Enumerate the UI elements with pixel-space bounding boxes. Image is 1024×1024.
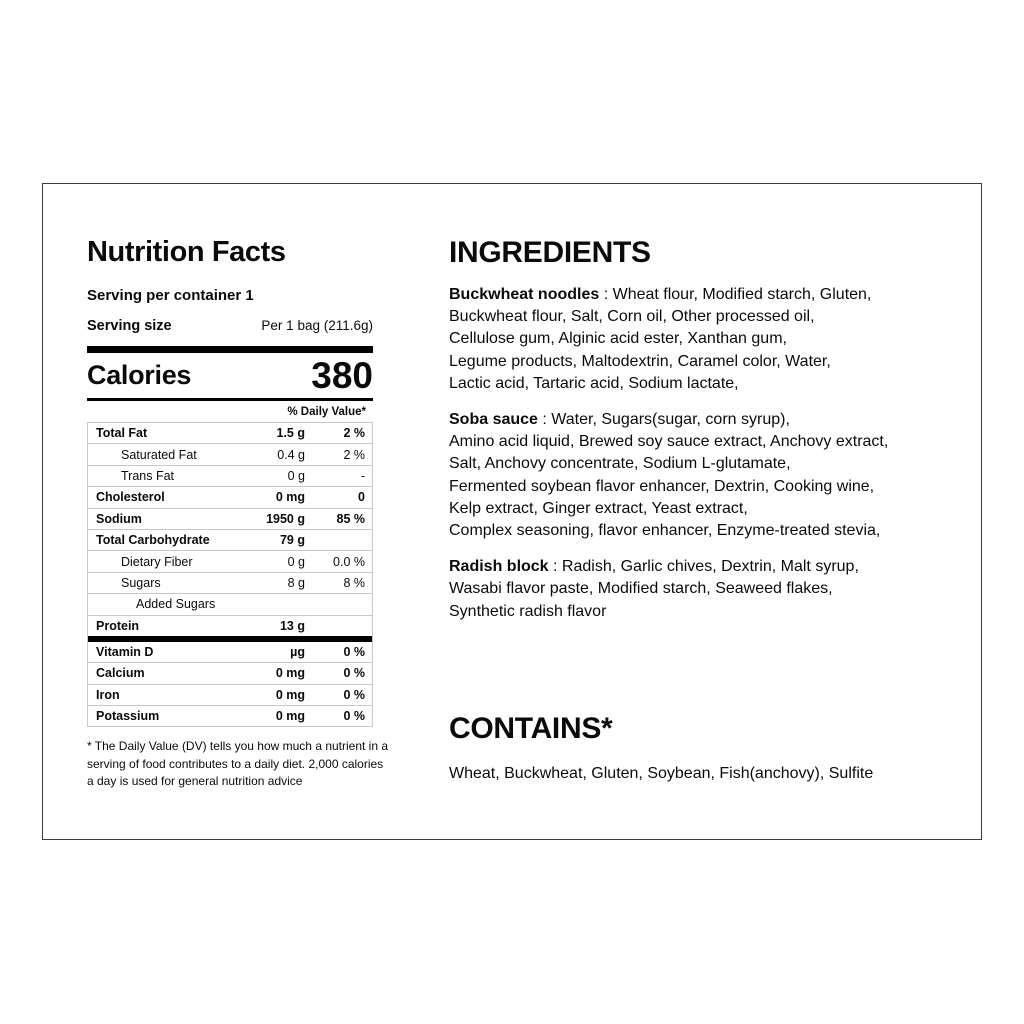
nutrient-amount: 1.5 g: [276, 426, 305, 441]
ingredient-line: Amino acid liquid, Brewed soy sauce extract, Anchovy extract,: [449, 433, 889, 451]
nutrient-name: Total Fat: [96, 426, 148, 441]
nutrition-row: [88, 529, 372, 550]
nutrition-table: [87, 422, 373, 727]
servings-per-container: Serving per container 1: [87, 287, 254, 304]
nutrition-row: [88, 465, 372, 486]
nutrition-row: [88, 423, 372, 443]
nutrient-amount: 0 mg: [275, 709, 305, 724]
ingredients-heading: INGREDIENTS: [449, 236, 651, 269]
nutrient-amount: 0 g: [287, 468, 305, 483]
nutrient-daily-value: 2 %: [343, 426, 365, 441]
nutrient-name: Potassium: [96, 709, 160, 724]
nutrient-amount: 0 mg: [275, 687, 305, 702]
nutrient-name: Vitamin D: [96, 645, 154, 660]
ingredient-group: [449, 409, 979, 542]
ingredient-group: [449, 556, 979, 623]
nutrition-row: [88, 705, 372, 726]
nutrient-amount: 13 g: [279, 618, 305, 633]
nutrient-amount: 0 mg: [275, 666, 305, 681]
nutrition-row: [88, 642, 372, 662]
ingredient-line: Salt, Anchovy concentrate, Sodium L-glutamate,: [449, 455, 791, 473]
nutrient-name: Saturated Fat: [121, 447, 197, 462]
nutrition-facts-panel: [87, 184, 389, 791]
nutrient-daily-value: 2 %: [343, 447, 365, 462]
nutrient-daily-value: 85 %: [336, 511, 365, 526]
ingredient-group-label: Buckwheat noodles: [449, 286, 600, 303]
nutrient-daily-value: 0 %: [343, 666, 365, 681]
nutrient-name: Sugars: [121, 575, 161, 590]
footnote-line: * The Daily Value (DV) tells you how much a nutrient in a: [87, 739, 389, 754]
nutrient-name: Calcium: [96, 666, 145, 681]
nutrient-name: Sodium: [96, 511, 142, 526]
contains-text: Wheat, Buckwheat, Gluten, Soybean, Fish(anchovy), Sulfite: [449, 764, 874, 782]
nutrient-name: Trans Fat: [121, 468, 175, 483]
nutrient-name: Dietary Fiber: [121, 554, 193, 569]
nutrition-row: [88, 443, 372, 464]
ingredient-group: [449, 284, 979, 395]
nutrient-name: Total Carbohydrate: [96, 533, 210, 548]
footnote-line: serving of food contributes to a daily diet. 2,000 calories: [87, 756, 384, 771]
calories-value: 380: [311, 355, 373, 396]
nutrient-amount: 79 g: [279, 533, 305, 548]
nutrient-amount: 0 mg: [275, 490, 305, 505]
nutrient-amount: 8 g: [287, 575, 305, 590]
ingredient-group-label: Radish block: [449, 558, 549, 576]
nutrient-daily-value: 0 %: [343, 687, 365, 702]
nutrition-row: [88, 593, 372, 614]
ingredient-line: Complex seasoning, flavor enhancer, Enzyme-treated stevia,: [449, 522, 881, 540]
nutrition-row: [88, 572, 372, 593]
ingredients-panel: [449, 184, 979, 785]
daily-value-footnote: [87, 738, 389, 791]
nutrition-row: [88, 550, 372, 571]
nutrient-amount: 0 g: [287, 554, 305, 569]
nutrient-amount: 0.4 g: [277, 447, 305, 462]
thick-divider: [87, 346, 373, 353]
nutrient-name: Iron: [96, 687, 120, 702]
ingredient-group-label: Soba sauce: [449, 411, 538, 429]
nutrient-name: Added Sugars: [136, 597, 216, 612]
calories-row: [87, 353, 373, 395]
serving-size-value: Per 1 bag (211.6g): [261, 318, 373, 333]
nutrient-name: Protein: [96, 618, 140, 633]
nutrition-row: [88, 615, 372, 636]
ingredient-line: Wasabi flavor paste, Modified starch, Seaweed flakes,: [449, 580, 833, 598]
nutrient-daily-value: 8 %: [343, 575, 365, 590]
ingredient-line: : Water, Sugars(sugar, corn syrup),: [537, 411, 790, 429]
ingredient-line: Legume products, Maltodextrin, Caramel color, Water,: [449, 352, 831, 370]
ingredient-line: Kelp extract, Ginger extract, Yeast extract,: [449, 499, 748, 517]
nutrition-row: [88, 486, 372, 507]
label-sheet: [42, 183, 982, 840]
ingredient-line: Synthetic radish flavor: [449, 602, 607, 620]
nutrient-daily-value: 0.0 %: [333, 554, 365, 569]
nutrient-daily-value: 0 %: [343, 709, 365, 724]
daily-value-header: % Daily Value*: [287, 406, 366, 418]
ingredient-line: Buckwheat flour, Salt, Corn oil, Other processed oil,: [449, 308, 815, 326]
nutrient-daily-value: 0: [358, 490, 365, 505]
ingredient-line: : Radish, Garlic chives, Dextrin, Malt syrup,: [548, 558, 859, 576]
ingredient-line: Fermented soybean flavor enhancer, Dextrin, Cooking wine,: [449, 477, 875, 495]
ingredient-line: Cellulose gum, Alginic acid ester, Xanthan gum,: [449, 330, 787, 348]
nutrition-facts-title: Nutrition Facts: [87, 236, 286, 268]
calories-label: Calories: [87, 360, 192, 390]
nutrient-amount: 1950 g: [266, 511, 305, 526]
nutrient-name: Cholesterol: [96, 490, 165, 505]
ingredient-groups: [449, 284, 979, 623]
ingredient-line: Lactic acid, Tartaric acid, Sodium lactate,: [449, 374, 739, 392]
nutrition-row: [88, 684, 372, 705]
ingredient-line: : Wheat flour, Modified starch, Gluten,: [599, 286, 872, 303]
footnote-line: a day is used for general nutrition advice: [87, 774, 303, 789]
nutrient-daily-value: 0 %: [343, 645, 365, 660]
nutrient-daily-value: -: [360, 468, 365, 483]
serving-size-label: Serving size: [87, 318, 172, 334]
nutrition-row: [88, 508, 372, 529]
contains-heading: CONTAINS*: [449, 711, 613, 745]
serving-size-row: [87, 318, 373, 334]
nutrition-row: [88, 662, 372, 683]
nutrient-amount: µg: [290, 645, 305, 660]
